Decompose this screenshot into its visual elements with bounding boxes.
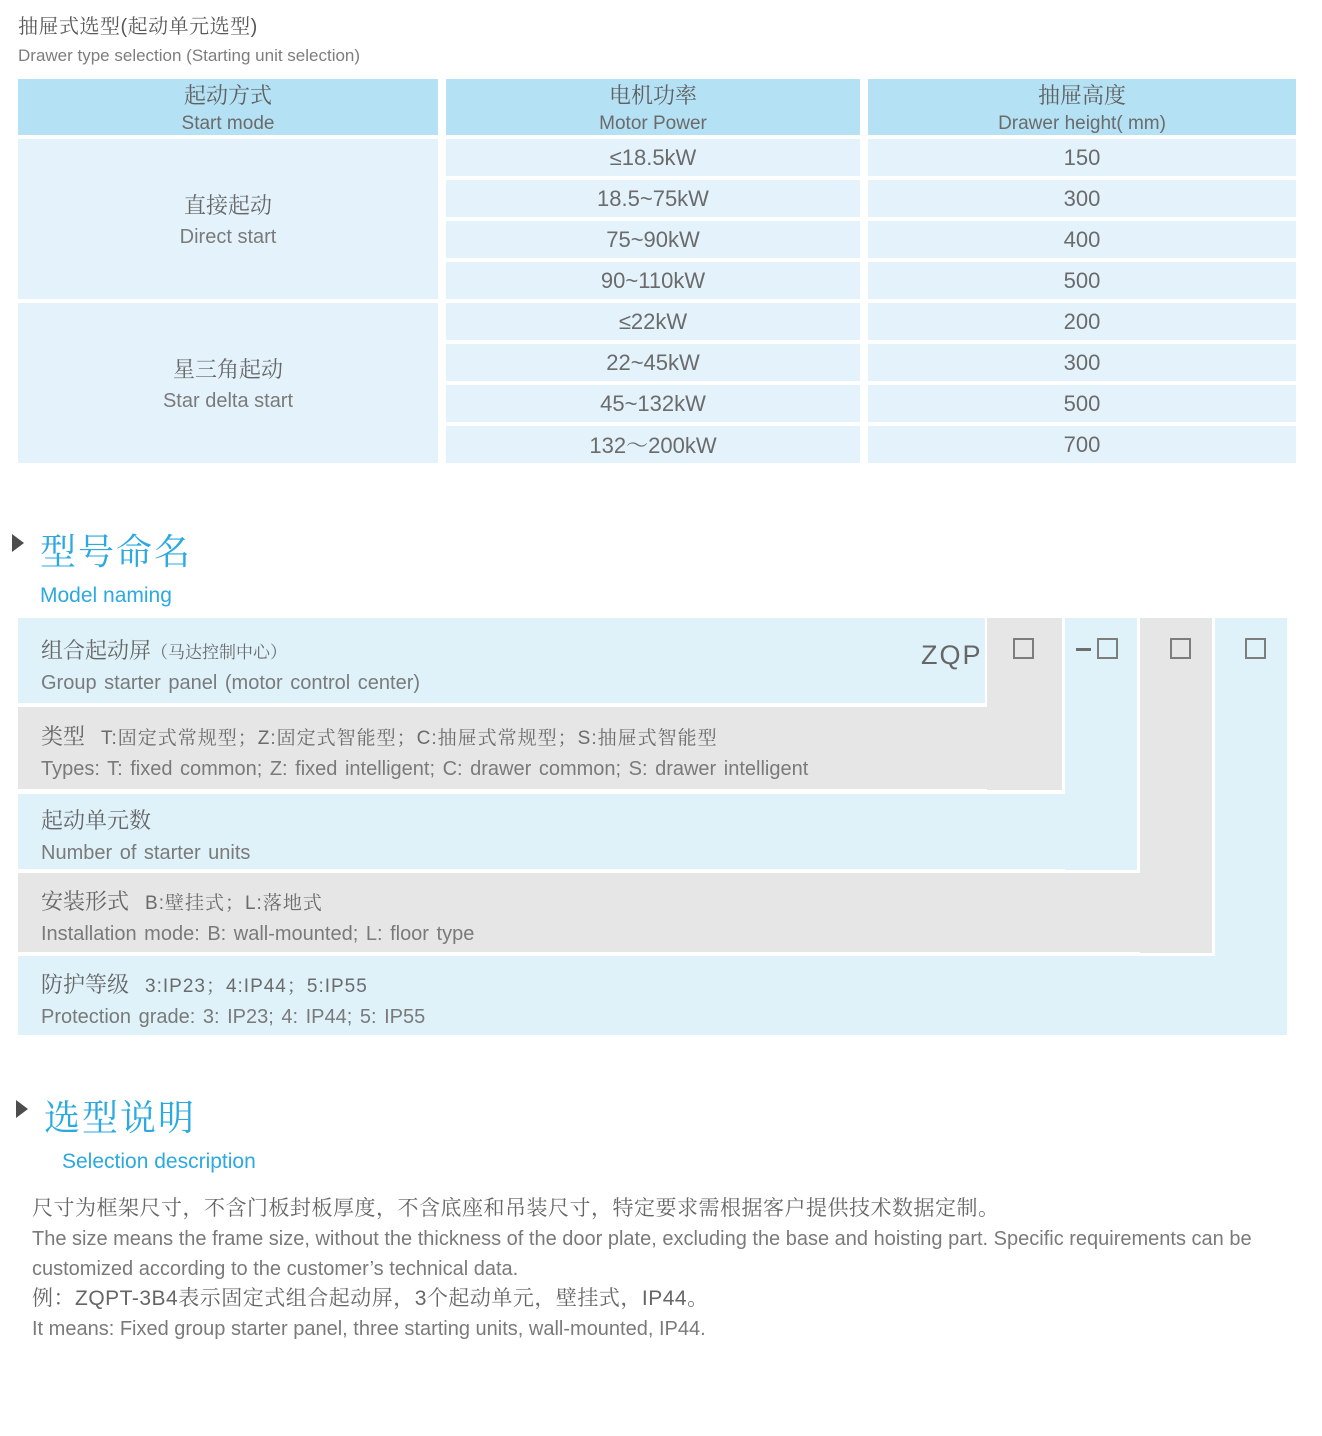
band-label-cn: 起动单元数 [41,808,152,833]
header-label-cn: 电机功率 [608,83,697,108]
section-arrow-icon [16,1100,28,1118]
height-cell: 200 [868,303,1296,340]
section-title-cn: 型号命名 [40,531,193,572]
table-header-row [18,79,1296,135]
start-mode-cell-direct [18,139,438,299]
section-selection-description [16,1090,256,1174]
header-label-en: Motor Power [599,113,707,134]
header-label-en: Start mode [181,113,275,134]
naming-row-protection-grade [18,956,1287,1035]
mode-label-cn: 星三角起动 [172,357,283,382]
band-label-cn: 类型 [41,724,86,749]
section-title-en: Model naming [40,584,172,607]
code-box-installation [1170,638,1191,659]
code-box-protection [1245,638,1266,659]
selection-note-line: 尺寸为框架尺寸，不含门板封板厚度，不含底座和吊装尺寸，特定要求需根据客户提供技术数据定制。 [32,1197,1000,1220]
selection-note-line: 例：ZQPT-3B4表示固定式组合起动屏，3个起动单元，壁挂式，IP44。 [32,1287,709,1310]
naming-row-starter-units [18,794,1137,869]
selection-notes [32,1194,1292,1344]
table-row [18,139,1296,176]
height-cell: 400 [868,221,1296,258]
selection-note-line: It means: Fixed group starter panel, three starting units, wall-mounted, IP44. [32,1318,706,1340]
height-cell: 300 [868,344,1296,381]
power-cell: ≤22kW [446,303,860,340]
power-cell: 18.5~75kW [446,180,860,217]
mode-label-cn: 直接起动 [183,193,272,218]
selection-note-line: The size means the frame size, without the thickness of the door plate, excluding the base and hoisting part. Specific requirements can be [32,1228,1252,1250]
height-cell: 500 [868,385,1296,422]
motor-power-header [446,79,860,135]
band-detail-cn: T:固定式常规型；Z:固定式智能型；C:抽屉式常规型；S:抽屉式智能型 [101,728,718,749]
band-label-en: Installation mode: B: wall-mounted; L: floor type [41,923,475,945]
naming-row-group-starter-panel [18,618,985,703]
power-cell: ≤18.5kW [446,139,860,176]
header-label-cn: 起动方式 [183,83,272,108]
power-cell: 132～200kW [446,426,860,463]
model-code-prefix: ZQP [921,640,983,670]
page-title: 抽屉式选型(起动单元选型) [18,16,258,38]
section-title-cn: 选型说明 [44,1097,197,1138]
dash-icon [1076,648,1091,651]
model-naming-diagram [18,618,1288,1035]
section-model-naming [12,524,192,608]
height-cell: 300 [868,180,1296,217]
band-label-cn: 防护等级 [41,972,130,997]
band-label-en: Number of starter units [41,842,251,864]
band-label-cn: 组合起动屏 [41,638,152,663]
band-label-en: Group starter panel (motor control center) [41,672,421,694]
band-detail-cn: 3:IP23；4:IP44；5:IP55 [145,976,368,997]
naming-row-installation-mode [18,873,1212,952]
drawer-selection-table [10,75,1304,467]
power-cell: 22~45kW [446,344,860,381]
band-detail-cn: B:壁挂式；L:落地式 [145,893,323,914]
header-label-en: Drawer height( mm) [998,113,1166,134]
drawer-height-header [868,79,1296,135]
page-subtitle: Drawer type selection (Starting unit selection) [18,46,361,65]
mode-label-en: Star delta start [162,390,294,412]
section-title-en: Selection description [62,1150,256,1173]
header-label-cn: 抽屉高度 [1037,83,1126,108]
band-label-en: Protection grade: 3: IP23; 4: IP44; 5: IP55 [41,1006,426,1028]
power-cell: 90~110kW [446,262,860,299]
section-arrow-icon [12,534,24,552]
power-cell: 75~90kW [446,221,860,258]
height-cell: 150 [868,139,1296,176]
height-cell: 700 [868,426,1296,463]
code-box-type [1013,638,1034,659]
power-cell: 45~132kW [446,385,860,422]
band-label-cn: 安装形式 [41,889,130,914]
selection-note-line: customized according to the customer’s technical data. [32,1258,519,1280]
code-box-units [1097,638,1118,659]
band-label-cn-sub: （马达控制中心） [151,643,288,662]
band-label-en: Types: T: fixed common; Z: fixed intelligent; C: drawer common; S: drawer intelligent [41,758,809,780]
page-header [18,10,360,66]
start-mode-header [18,79,438,135]
naming-row-types [18,707,1062,789]
mode-label-en: Direct start [179,226,277,248]
table-row [18,303,1296,340]
height-cell: 500 [868,262,1296,299]
start-mode-cell-star-delta [18,303,438,463]
